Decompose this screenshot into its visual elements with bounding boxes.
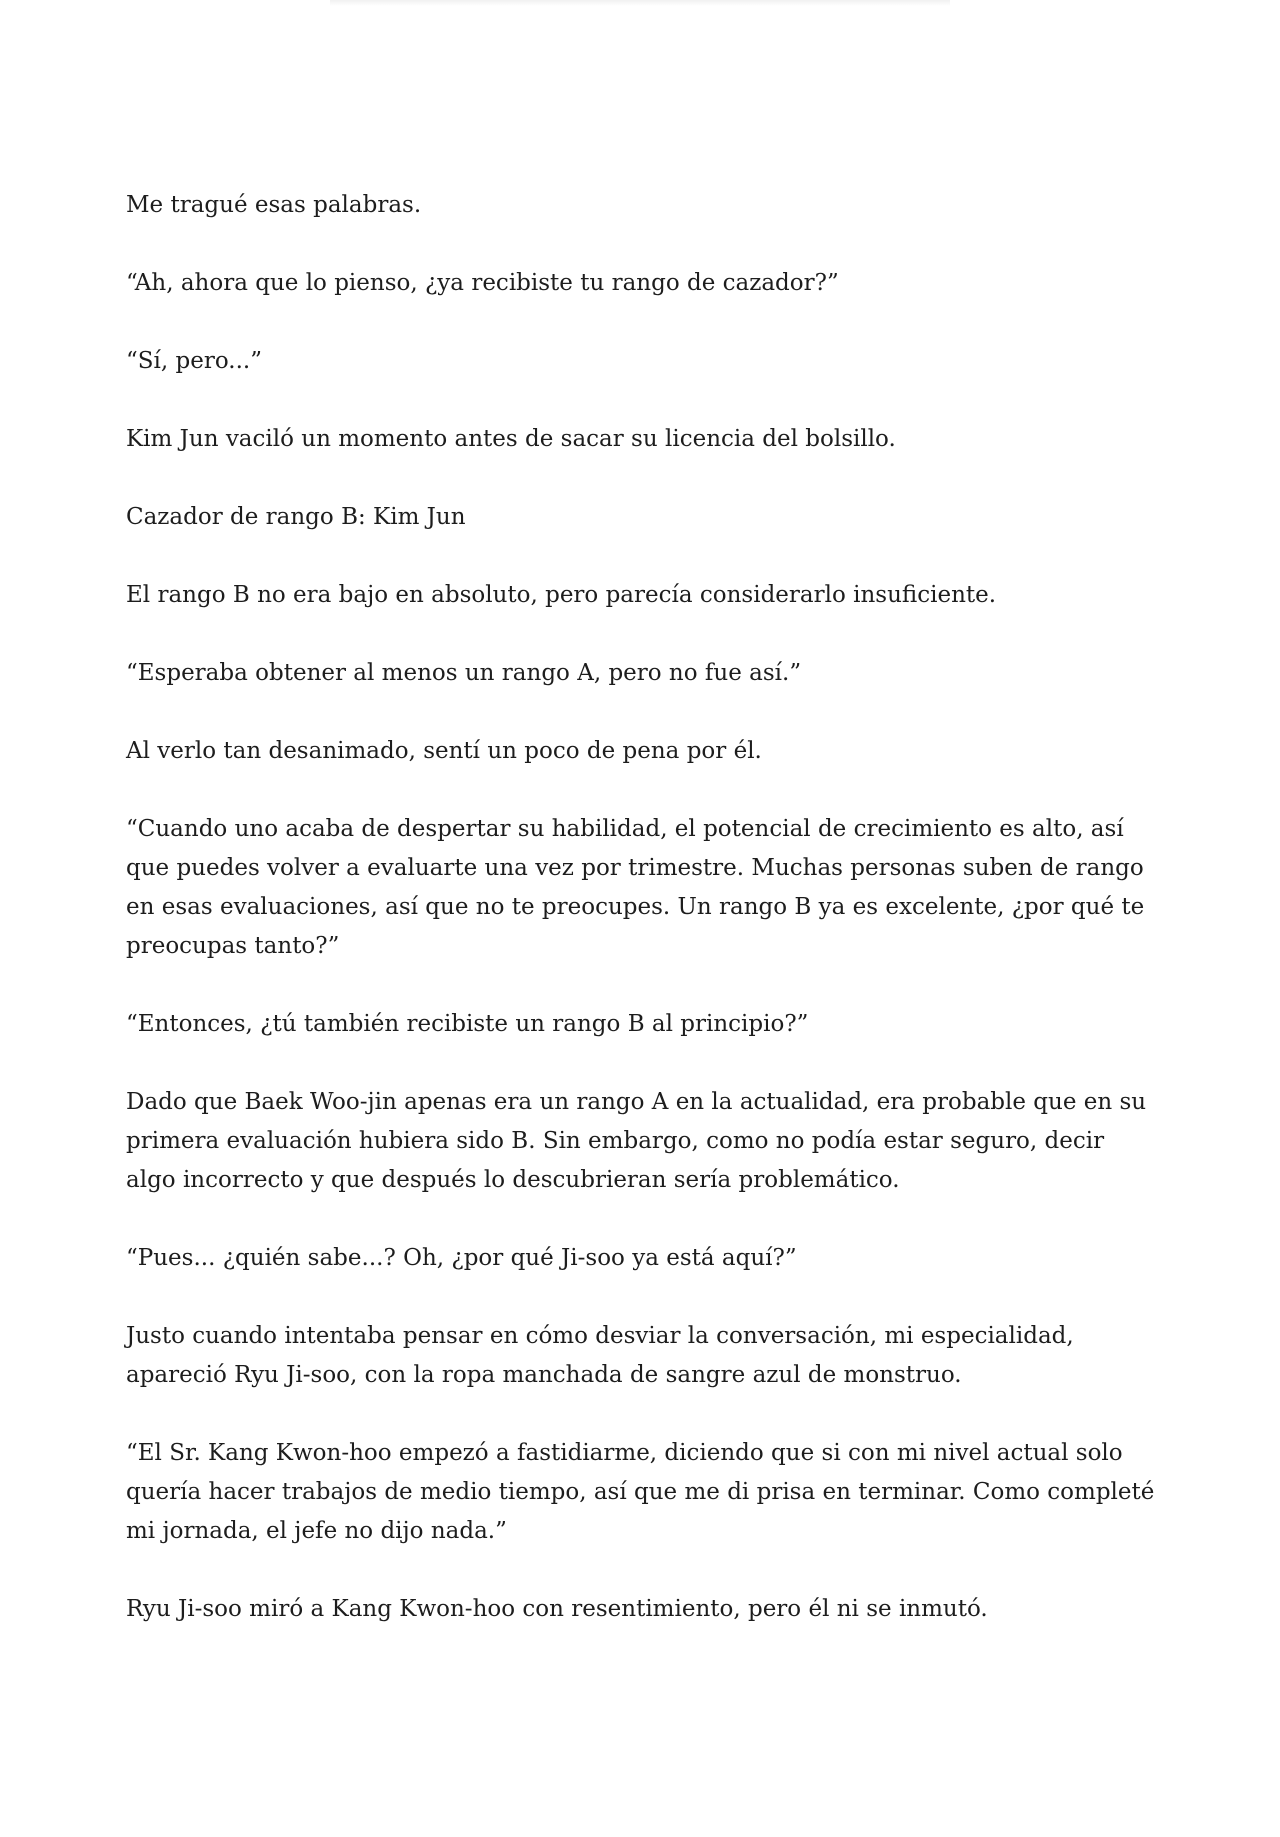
paragraph: Al verlo tan desanimado, sentí un poco de pena por él.: [126, 738, 762, 764]
chapter-text: [126, 186, 1156, 1668]
paragraph: Justo cuando intentaba pensar en cómo desviar la conversación, mi especialidad, apareció Ryu Ji-soo, con la ropa manchada de sangre azul de monstruo.: [126, 1323, 1074, 1388]
top-edge-shadow: [330, 0, 950, 6]
paragraph: “Esperaba obtener al menos un rango A, pero no fue así.”: [126, 660, 802, 686]
paragraph: Me tragué esas palabras.: [126, 192, 422, 218]
paragraph: “Pues... ¿quién sabe...? Oh, ¿por qué Ji-soo ya está aquí?”: [126, 1245, 797, 1271]
paragraph: “Sí, pero...”: [126, 348, 262, 374]
paragraph: El rango B no era bajo en absoluto, pero parecía considerarlo insuficiente.: [126, 582, 997, 608]
paragraph: Ryu Ji-soo miró a Kang Kwon-hoo con resentimiento, pero él ni se inmutó.: [126, 1596, 988, 1622]
paragraph: Kim Jun vaciló un momento antes de sacar su licencia del bolsillo.: [126, 426, 896, 452]
paragraph: “Entonces, ¿tú también recibiste un rango B al principio?”: [126, 1011, 809, 1037]
paragraph: Cazador de rango B: Kim Jun: [126, 504, 466, 530]
paragraph: “Cuando uno acaba de despertar su habilidad, el potencial de crecimiento es alto, así que puedes volver a evaluarte una vez por trimestre. Muchas personas suben de rango en esas evaluaciones, así que no te preocupes. Un rango B ya es excelente, ¿por qué te preocupas tanto?”: [126, 816, 1145, 959]
paragraph: “El Sr. Kang Kwon-hoo empezó a fastidiarme, diciendo que si con mi nivel actual solo quería hacer trabajos de medio tiempo, así que me di prisa en terminar. Como completé mi jornada, el jefe no dijo nada.”: [126, 1440, 1155, 1544]
paragraph: “Ah, ahora que lo pienso, ¿ya recibiste tu rango de cazador?”: [126, 270, 839, 296]
paragraph: Dado que Baek Woo-jin apenas era un rango A en la actualidad, era probable que en su primera evaluación hubiera sido B. Sin embargo, como no podía estar seguro, decir algo incorrecto y que después lo descubrieran sería problemático.: [126, 1089, 1147, 1193]
